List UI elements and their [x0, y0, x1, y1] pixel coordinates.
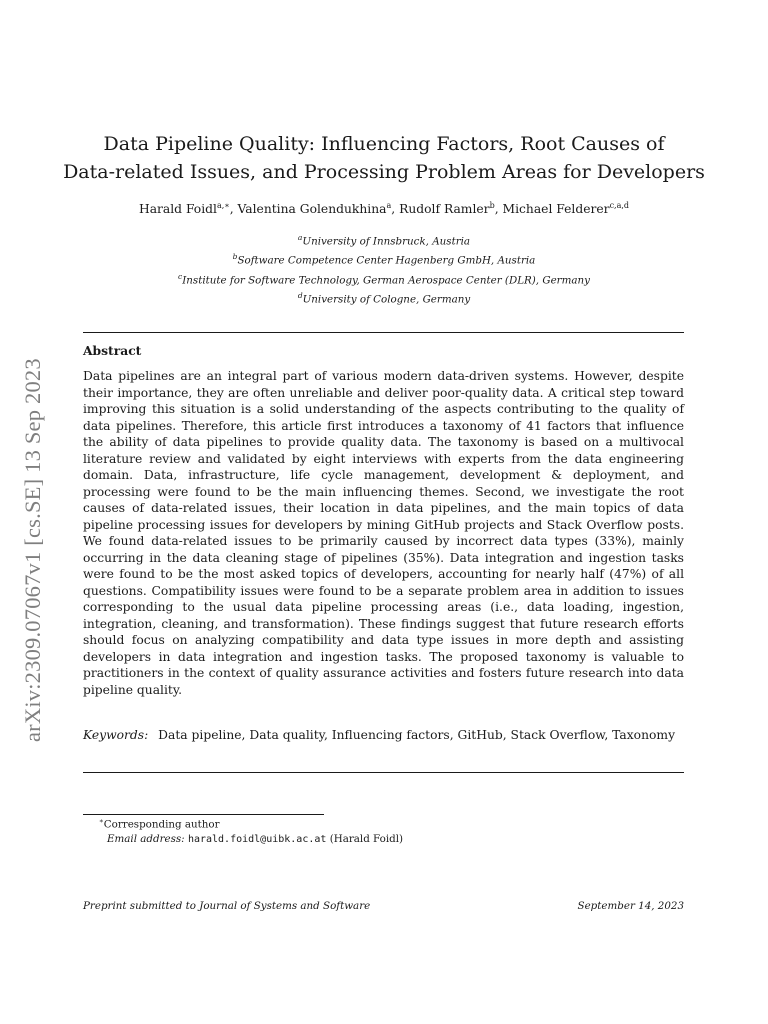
affiliation: $^b$Software Competence Center Hagenberg GmbH, Austria	[232, 252, 536, 267]
email-link[interactable]: harald.foidl@uibk.ac.at	[187, 834, 327, 845]
footnote-rule	[83, 814, 324, 815]
paper-title	[60, 130, 708, 186]
affiliation-list	[60, 230, 708, 308]
keywords	[83, 727, 684, 744]
date-footer: September 14, 2023	[577, 900, 684, 912]
email-owner: (Harald Foidl)	[329, 833, 404, 845]
abstract-bottom-rule	[83, 772, 684, 773]
journal-footer: Preprint submitted to Journal of Systems and Software	[83, 900, 371, 912]
affiliation: $^d$University of Cologne, Germany	[297, 291, 471, 306]
title-line-1: Data Pipeline Quality: Influencing Factors, Root Causes of	[103, 133, 665, 155]
title-line-2: Data-related Issues, and Processing Problem Areas for Developers	[63, 161, 705, 183]
email-label: Email address:	[107, 833, 185, 845]
author: Rudolf Ramler$^b$,	[399, 201, 503, 217]
author: Michael Felderer$^{c,a,d}$	[502, 201, 630, 217]
keywords-label: Keywords:	[83, 728, 149, 742]
arxiv-identifier: arXiv:2309.07067v1 [cs.SE] 13 Sep 2023	[20, 358, 45, 742]
footnote-email	[107, 833, 403, 845]
author: Valentina Golendukhina$^a$,	[237, 201, 400, 217]
abstract-text: Data pipelines are an integral part of various modern data-driven systems. However, despite their importance, they are often unreliable and deliver poor-quality data. A critical step toward improving this situation is a solid understanding of the aspects contributing to the quality of data pipelines. Therefore, this article first introduces a taxonomy of 41 factors that influence the ability of data pipelines to provide quality data. The taxonomy is based on a multivocal literature review and validated by eight interviews with experts from the data engineering domain. Data, infrastructure, life cycle management, development & deployment, and processing were found to be the main influencing themes. Second, we investigate the root causes of data-related issues, their location in data pipelines, and the main topics of data pipeline processing issues for developers by mining GitHub projects and Stack Overflow posts. We found data-related issues to be primarily caused by incorrect data types (33%), mainly occurring in the data cleaning stage of pipelines (35%). Data integration and ingestion tasks were found to be the most asked topics of developers, accounting for nearly half (47%) of all questions. Compatibility issues were found to be a separate problem area in addition to issues corresponding to the usual data pipeline processing areas (i.e., data loading, ingestion, integration, cleaning, and transformation). These findings suggest that future research efforts should focus on analyzing compatibility and data type issues in more depth and assisting developers in data integration and ingestion tasks. The proposed taxonomy is valuable to practitioners in the context of quality assurance activities and fosters future research into data pipeline quality.	[83, 369, 684, 697]
keywords-list: Data pipeline, Data quality, Influencing factors, GitHub, Stack Overflow, Taxonomy	[158, 728, 676, 742]
affiliation: $^a$University of Innsbruck, Austria	[297, 233, 471, 248]
abstract-top-rule	[83, 332, 684, 333]
affiliation: $^c$Institute for Software Technology, German Aerospace Center (DLR), Germany	[178, 271, 590, 287]
author-list	[60, 201, 708, 216]
author: Harald Foidl$^{a,∗}$,	[138, 201, 238, 217]
footnote-corresponding: ∗Corresponding author	[99, 817, 220, 831]
abstract-heading: Abstract	[83, 343, 142, 358]
